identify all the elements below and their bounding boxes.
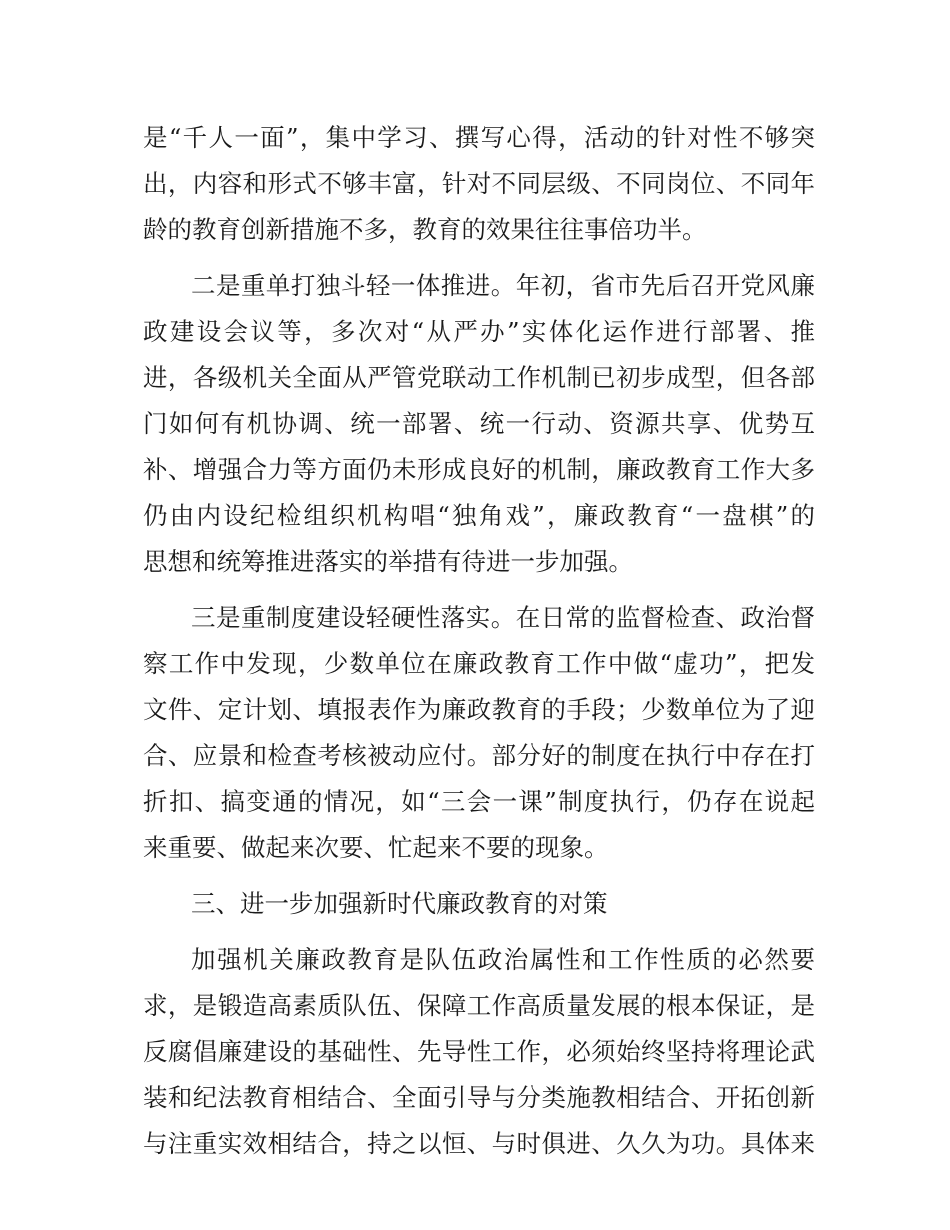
text-line: 折扣、搞变通的情况，如“三会一课”制度执行，仍存在说起 <box>143 787 815 816</box>
paragraph-countermeasures <box>143 937 815 1167</box>
body-text <box>143 115 815 1167</box>
paragraph-point-three <box>143 595 815 871</box>
text-line: 装和纪法教育相结合、全面引导与分类施教相结合、开拓创新 <box>143 1083 815 1112</box>
text-line: 进，各级机关全面从严管党联动工作机制已初步成型，但各部 <box>143 363 815 392</box>
text-line: 与注重实效相结合，持之以恒、与时俱进、久久为功。具体来 <box>143 1129 815 1158</box>
heading-line: 三、进一步加强新时代廉政教育的对策 <box>191 889 608 918</box>
text-line: 门如何有机协调、统一部署、统一行动、资源共享、优势互 <box>143 409 815 438</box>
paragraph-point-two <box>143 263 815 585</box>
text-line: 补、增强合力等方面仍未形成良好的机制，廉政教育工作大多 <box>143 455 815 484</box>
text-line: 政建设会议等，多次对“从严办”实体化运作进行部署、推 <box>143 317 815 346</box>
text-line: 是“千人一面”，集中学习、撰写心得，活动的针对性不够突 <box>143 123 815 152</box>
text-line: 出，内容和形式不够丰富，针对不同层级、不同岗位、不同年 <box>143 169 815 198</box>
text-line: 合、应景和检查考核被动应付。部分好的制度在执行中存在打 <box>143 741 815 770</box>
text-line: 反腐倡廉建设的基础性、先导性工作，必须始终坚持将理论武 <box>143 1037 815 1066</box>
text-line: 龄的教育创新措施不多，教育的效果往往事倍功半。 <box>143 215 707 244</box>
text-line: 来重要、做起来次要、忙起来不要的现象。 <box>143 833 609 862</box>
paragraph-continuation <box>143 115 815 253</box>
text-line: 文件、定计划、填报表作为廉政教育的手段；少数单位为了迎 <box>143 695 815 724</box>
text-line: 察工作中发现，少数单位在廉政教育工作中做“虚功”，把发 <box>143 649 815 678</box>
text-line: 思想和统筹推进落实的举措有待进一步加强。 <box>143 547 633 576</box>
text-line: 二是重单打独斗轻一体推进。年初，省市先后召开党风廉 <box>191 271 815 300</box>
text-line: 仍由内设纪检组织机构唱“独角戏”，廉政教育“一盘棋”的 <box>143 501 815 530</box>
section-heading <box>143 881 815 927</box>
text-line: 加强机关廉政教育是队伍政治属性和工作性质的必然要 <box>191 945 815 974</box>
text-line: 求，是锻造高素质队伍、保障工作高质量发展的根本保证，是 <box>143 991 815 1020</box>
text-line: 三是重制度建设轻硬性落实。在日常的监督检查、政治督 <box>191 603 815 632</box>
